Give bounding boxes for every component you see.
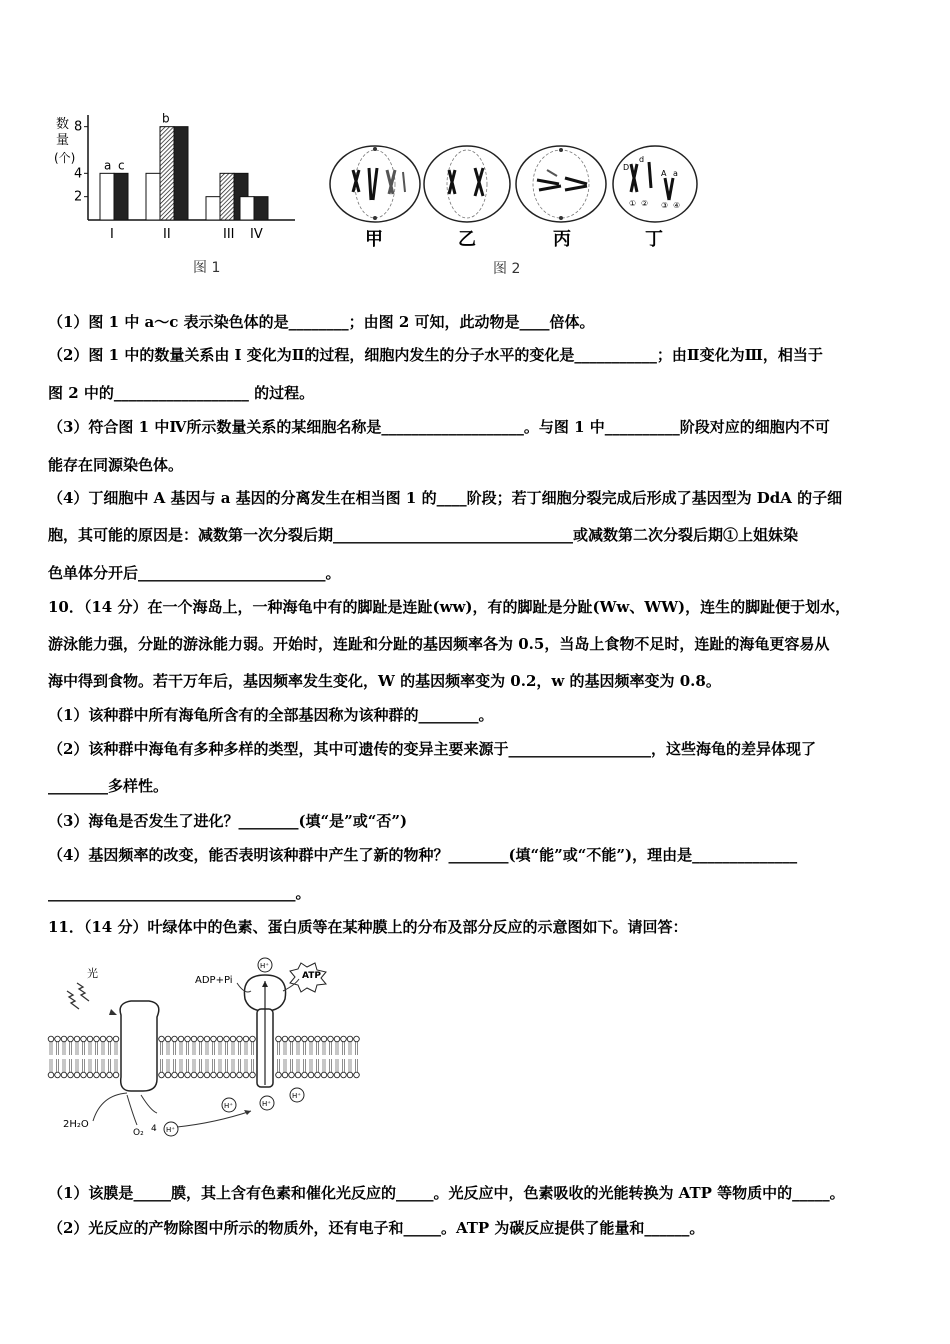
- lipid-head: [217, 1036, 223, 1042]
- lipid-head: [341, 1036, 347, 1042]
- light-label: 光: [87, 967, 98, 980]
- lipid-head: [354, 1072, 360, 1078]
- cell-label-ding: 丁: [645, 229, 663, 250]
- fig1-y-tick-label: 2: [74, 189, 83, 205]
- lipid-head: [172, 1036, 178, 1042]
- cell-label-bing: 丙: [553, 229, 571, 250]
- lipid-head: [276, 1072, 282, 1078]
- lipid-head: [61, 1036, 67, 1042]
- lipid-head: [230, 1072, 236, 1078]
- water-label: 2H₂O: [63, 1119, 89, 1130]
- proton-label: H⁺: [166, 1126, 175, 1134]
- lipid-head: [243, 1036, 249, 1042]
- lipid-head: [185, 1072, 191, 1078]
- lipid-head: [198, 1072, 204, 1078]
- lipid-head: [321, 1072, 327, 1078]
- q9-part2-line1: （2）图 1 中的数量关系由 I 变化为Ⅱ的过程，细胞内发生的分子水平的变化是___________；由Ⅱ变化为Ⅲ，相当于: [48, 346, 823, 364]
- q9-part4-line3: 色单体分开后_________________________。: [48, 564, 341, 582]
- lipid-head: [172, 1072, 178, 1078]
- fig1-bar-III-a: [206, 197, 220, 220]
- lipid-head: [113, 1036, 119, 1042]
- figure-1-ylabel-char-1: 数: [56, 117, 70, 132]
- gene-label-a1: A: [661, 169, 667, 178]
- lipid-head: [61, 1072, 67, 1078]
- lipid-head: [289, 1036, 295, 1042]
- proton-label: H⁺: [224, 1102, 233, 1110]
- lipid-head: [107, 1072, 113, 1078]
- figure-1-chart: [50, 110, 310, 280]
- lipid-head: [48, 1036, 54, 1042]
- q10-part2-line2: ________多样性。: [48, 777, 169, 795]
- cell-label-jia: 甲: [365, 229, 383, 250]
- q11-membrane-diagram: [45, 955, 365, 1145]
- q9-part3-line1: （3）符合图 1 中Ⅳ所示数量关系的某细胞名称是___________________。与图 1 中__________阶段对应的细胞内不可: [48, 418, 830, 436]
- lipid-head: [321, 1036, 327, 1042]
- fig1-bar-II-b: [160, 127, 174, 220]
- o2-label: O₂: [133, 1128, 144, 1138]
- q10-stem-line1: 10．（14 分）在一个海岛上，一种海龟中有的脚趾是连趾(ww)，有的脚趾是分趾(Ww、WW)，连生的脚趾便于划水，: [48, 598, 851, 616]
- gene-label-a2: a: [673, 169, 678, 178]
- fig1-x-tick-label: II: [163, 227, 171, 242]
- lipid-head: [74, 1036, 80, 1042]
- lipid-head: [198, 1036, 204, 1042]
- q11-part1: （1）该膜是_____膜，其上含有色素和催化光反应的_____。光反应中，色素吸收的光能转换为 ATP 等物质中的_____。: [48, 1184, 845, 1202]
- q10-stem-line2: 游泳能力强，分趾的游泳能力弱。开始时，连趾和分趾的基因频率各为 0.5，当岛上食物不足时，连趾的海龟更容易从: [48, 635, 830, 653]
- proton-label: H⁺: [260, 962, 269, 970]
- q9-part4-line1: （4）丁细胞中 A 基因与 a 基因的分离发生在相当图 1 的____阶段；若丁细胞分裂完成后形成了基因型为 DdA 的子细: [48, 489, 843, 507]
- lipid-head: [94, 1036, 100, 1042]
- four-label: 4: [151, 1124, 157, 1134]
- lipid-head: [347, 1036, 353, 1042]
- fig1-bar-I-c: [114, 173, 128, 220]
- lipid-head: [204, 1036, 210, 1042]
- q10-part3: （3）海龟是否发生了进化？________(填“是”或“否”): [48, 812, 408, 830]
- lipid-head: [87, 1036, 93, 1042]
- lipid-head: [165, 1072, 171, 1078]
- lipid-head: [81, 1072, 87, 1078]
- gene-label-d1: D: [623, 163, 630, 172]
- fig1-x-tick-label: I: [110, 227, 114, 242]
- lipid-head: [230, 1036, 236, 1042]
- q11-part2: （2）光反应的产物除图中所示的物质外，还有电子和_____。ATP 为碳反应提供了能量和______。: [48, 1219, 705, 1237]
- cell-ding: [613, 146, 697, 222]
- gene-label-4: ④: [673, 201, 681, 210]
- lipid-head: [87, 1072, 93, 1078]
- lipid-head: [295, 1072, 301, 1078]
- q10-part4-line2: _________________________________。: [48, 884, 311, 902]
- lipid-head: [308, 1036, 314, 1042]
- lipid-head: [276, 1036, 282, 1042]
- lipid-head: [250, 1036, 256, 1042]
- fig1-series-label-c: c: [118, 158, 125, 173]
- lipid-head: [295, 1036, 301, 1042]
- atp-label: ATP: [302, 971, 322, 981]
- lipid-head: [191, 1072, 197, 1078]
- lipid-head: [334, 1036, 340, 1042]
- gene-label-3: ③: [661, 201, 669, 210]
- lipid-head: [211, 1036, 217, 1042]
- fig1-y-tick-label: 4: [74, 166, 83, 182]
- lipid-head: [178, 1036, 184, 1042]
- lipid-head: [289, 1072, 295, 1078]
- lipid-head: [328, 1036, 334, 1042]
- figure-1-ylabel-char-2: 量: [56, 133, 70, 148]
- lipid-head: [341, 1072, 347, 1078]
- fig1-bar-I-a: [100, 173, 114, 220]
- q11-stem: 11．（14 分）叶绿体中的色素、蛋白质等在某种膜上的分布及部分反应的示意图如下。请回答：: [48, 918, 688, 936]
- lipid-head: [224, 1036, 230, 1042]
- lipid-head: [68, 1036, 74, 1042]
- fig1-bar-IV-a: [240, 197, 254, 220]
- q9-part3-line2: 能存在同源染色体。: [48, 456, 184, 474]
- q9-part1: （1）图 1 中 a～c 表示染色体的是________；由图 2 可知，此动物是____倍体。: [48, 313, 595, 331]
- lipid-head: [55, 1036, 61, 1042]
- fig1-series-label-a: a: [104, 158, 112, 173]
- lipid-head: [81, 1036, 87, 1042]
- lipid-head: [113, 1072, 119, 1078]
- cell-bing: [516, 146, 606, 222]
- lipid-head: [211, 1072, 217, 1078]
- lipid-head: [308, 1072, 314, 1078]
- lipid-head: [100, 1036, 106, 1042]
- lipid-head: [237, 1036, 243, 1042]
- lipid-head: [204, 1072, 210, 1078]
- cell-label-yi: 乙: [458, 229, 476, 250]
- fig1-bar-IV-c: [254, 197, 268, 220]
- gene-label-1: ①: [629, 199, 637, 208]
- lipid-head: [347, 1072, 353, 1078]
- lipid-head: [68, 1072, 74, 1078]
- cell-jia: [330, 146, 420, 222]
- fig1-x-tick-label: III: [223, 227, 235, 242]
- lipid-head: [315, 1072, 321, 1078]
- fig1-series-label-b: b: [162, 111, 170, 126]
- lipid-head: [185, 1036, 191, 1042]
- photosystem-protein: [120, 1001, 159, 1091]
- fig1-y-tick-label: 8: [74, 119, 83, 135]
- lipid-head: [315, 1036, 321, 1042]
- lipid-head: [159, 1072, 165, 1078]
- lipid-head: [217, 1072, 223, 1078]
- q10-part1: （1）该种群中所有海龟所含有的全部基因称为该种群的________。: [48, 706, 494, 724]
- proton-label: H⁺: [292, 1092, 301, 1100]
- adp-label: ADP+Pi: [195, 975, 233, 986]
- fig1-bar-II-c: [174, 127, 188, 220]
- lipid-head: [191, 1036, 197, 1042]
- gene-label-2: ②: [641, 199, 649, 208]
- q9-part4-line2: 胞，其可能的原因是：减数第一次分裂后期________________________________或减数第二次分裂后期①上姐妹染: [48, 526, 799, 544]
- lipid-head: [250, 1072, 256, 1078]
- light-arrow-icon: [77, 983, 89, 1001]
- lipid-head: [282, 1036, 288, 1042]
- lipid-head: [334, 1072, 340, 1078]
- lipid-head: [94, 1072, 100, 1078]
- lipid-head: [74, 1072, 80, 1078]
- proton-label: H⁺: [262, 1100, 271, 1108]
- lipid-head: [302, 1036, 308, 1042]
- lipid-head: [243, 1072, 249, 1078]
- fig1-x-tick-label: IV: [250, 227, 263, 242]
- lipid-head: [48, 1072, 54, 1078]
- lipid-head: [100, 1072, 106, 1078]
- fig1-bar-III-b: [220, 173, 234, 220]
- figure-2-caption: 图 2: [493, 261, 521, 277]
- q10-part2-line1: （2）该种群中海龟有多种多样的类型，其中可遗传的变异主要来源于___________________，这些海龟的差异体现了: [48, 740, 816, 758]
- lipid-head: [354, 1036, 360, 1042]
- gene-label-d2: d: [639, 155, 645, 164]
- q9-part2-line2: 图 2 中的__________________ 的过程。: [48, 384, 315, 402]
- q10-part4-line1: （4）基因频率的改变，能否表明该种群中产生了新的物种？________(填“能”或“不能”)，理由是______________: [48, 846, 798, 864]
- q10-stem-line3: 海中得到食物。若干万年后，基因频率发生变化，W 的基因频率变为 0.2，w 的基因频率变为 0.8。: [48, 672, 721, 690]
- lipid-head: [328, 1072, 334, 1078]
- lipid-head: [55, 1072, 61, 1078]
- lipid-head: [107, 1036, 113, 1042]
- figure-1-caption: 图 1: [193, 260, 221, 276]
- lipid-head: [224, 1072, 230, 1078]
- lipid-head: [159, 1036, 165, 1042]
- lipid-head: [282, 1072, 288, 1078]
- fig1-bar-II-a: [146, 173, 160, 220]
- lipid-head: [237, 1072, 243, 1078]
- cell-yi: [424, 146, 510, 222]
- figure-1-ylabel-char-3: (个): [54, 151, 76, 165]
- lipid-head: [302, 1072, 308, 1078]
- lipid-head: [178, 1072, 184, 1078]
- lipid-head: [165, 1036, 171, 1042]
